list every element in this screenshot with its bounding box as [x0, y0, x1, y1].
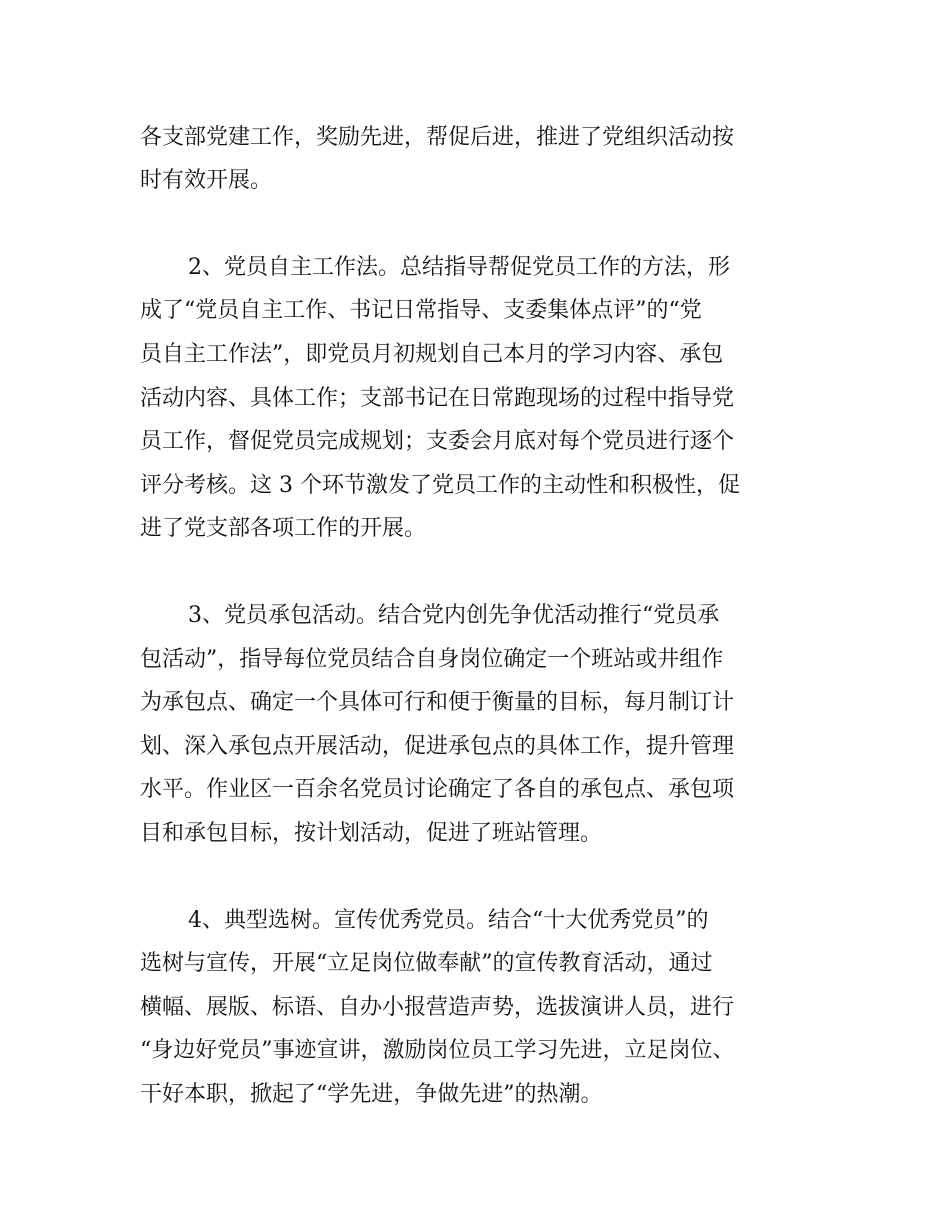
paragraph-line: 成了“党员自主工作、书记日常指导、支委集体点评”的“党 [140, 298, 702, 323]
paragraph-line: 活动内容、具体工作；支部书记在日常跑现场的过程中指导党 [140, 386, 735, 411]
paragraph-line: 评分考核。这 3 个环节激发了党员工作的主动性和积极性，促 [140, 473, 740, 498]
paragraph-line: 划、深入承包点开展活动，促进承包点的具体工作，提升管理 [140, 734, 735, 759]
paragraph-line: 干好本职，掀起了“学先进，争做先进”的热潮。 [140, 1082, 603, 1107]
paragraph-line: 各支部党建工作，奖励先进，帮促后进，推进了党组织活动按 [140, 125, 735, 150]
paragraph-line: 进了党支部各项工作的开展。 [140, 516, 427, 541]
paragraph-line: 横幅、展版、标语、自办小报营造声势，选拔演讲人员，进行 [140, 995, 735, 1020]
paragraph-line: 水平。作业区一百余名党员讨论确定了各自的承包点、承包项 [140, 777, 735, 802]
paragraph-line: 时有效开展。 [140, 168, 273, 193]
paragraph-line: 为承包点、确定一个具体可行和便于衡量的目标，每月制订计 [140, 690, 735, 715]
paragraph-line: 选树与宣传，开展“立足岗位做奉献”的宣传教育活动，通过 [140, 951, 713, 976]
paragraph-line: 员工作，督促党员完成规划；支委会月底对每个党员进行逐个 [140, 429, 735, 454]
paragraph-line: 3、党员承包活动。结合党内创先争优活动推行“党员承 [188, 603, 720, 628]
paragraph-line: “身边好党员”事迹宣讲，激励岗位员工学习先进，立足岗位、 [140, 1038, 735, 1063]
paragraph-line: 目和承包目标，按计划活动，促进了班站管理。 [140, 821, 603, 846]
paragraph-line: 员自主工作法”，即党员月初规划自己本月的学习内容、承包 [140, 342, 724, 367]
paragraph-line: 包活动”，指导每位党员结合自身岗位确定一个班站或井组作 [140, 647, 724, 672]
paragraph-line: 4、典型选树。宣传优秀党员。结合“十大优秀党员”的 [188, 908, 709, 933]
paragraph-line: 2、党员自主工作法。总结指导帮促党员工作的方法，形 [188, 255, 730, 280]
